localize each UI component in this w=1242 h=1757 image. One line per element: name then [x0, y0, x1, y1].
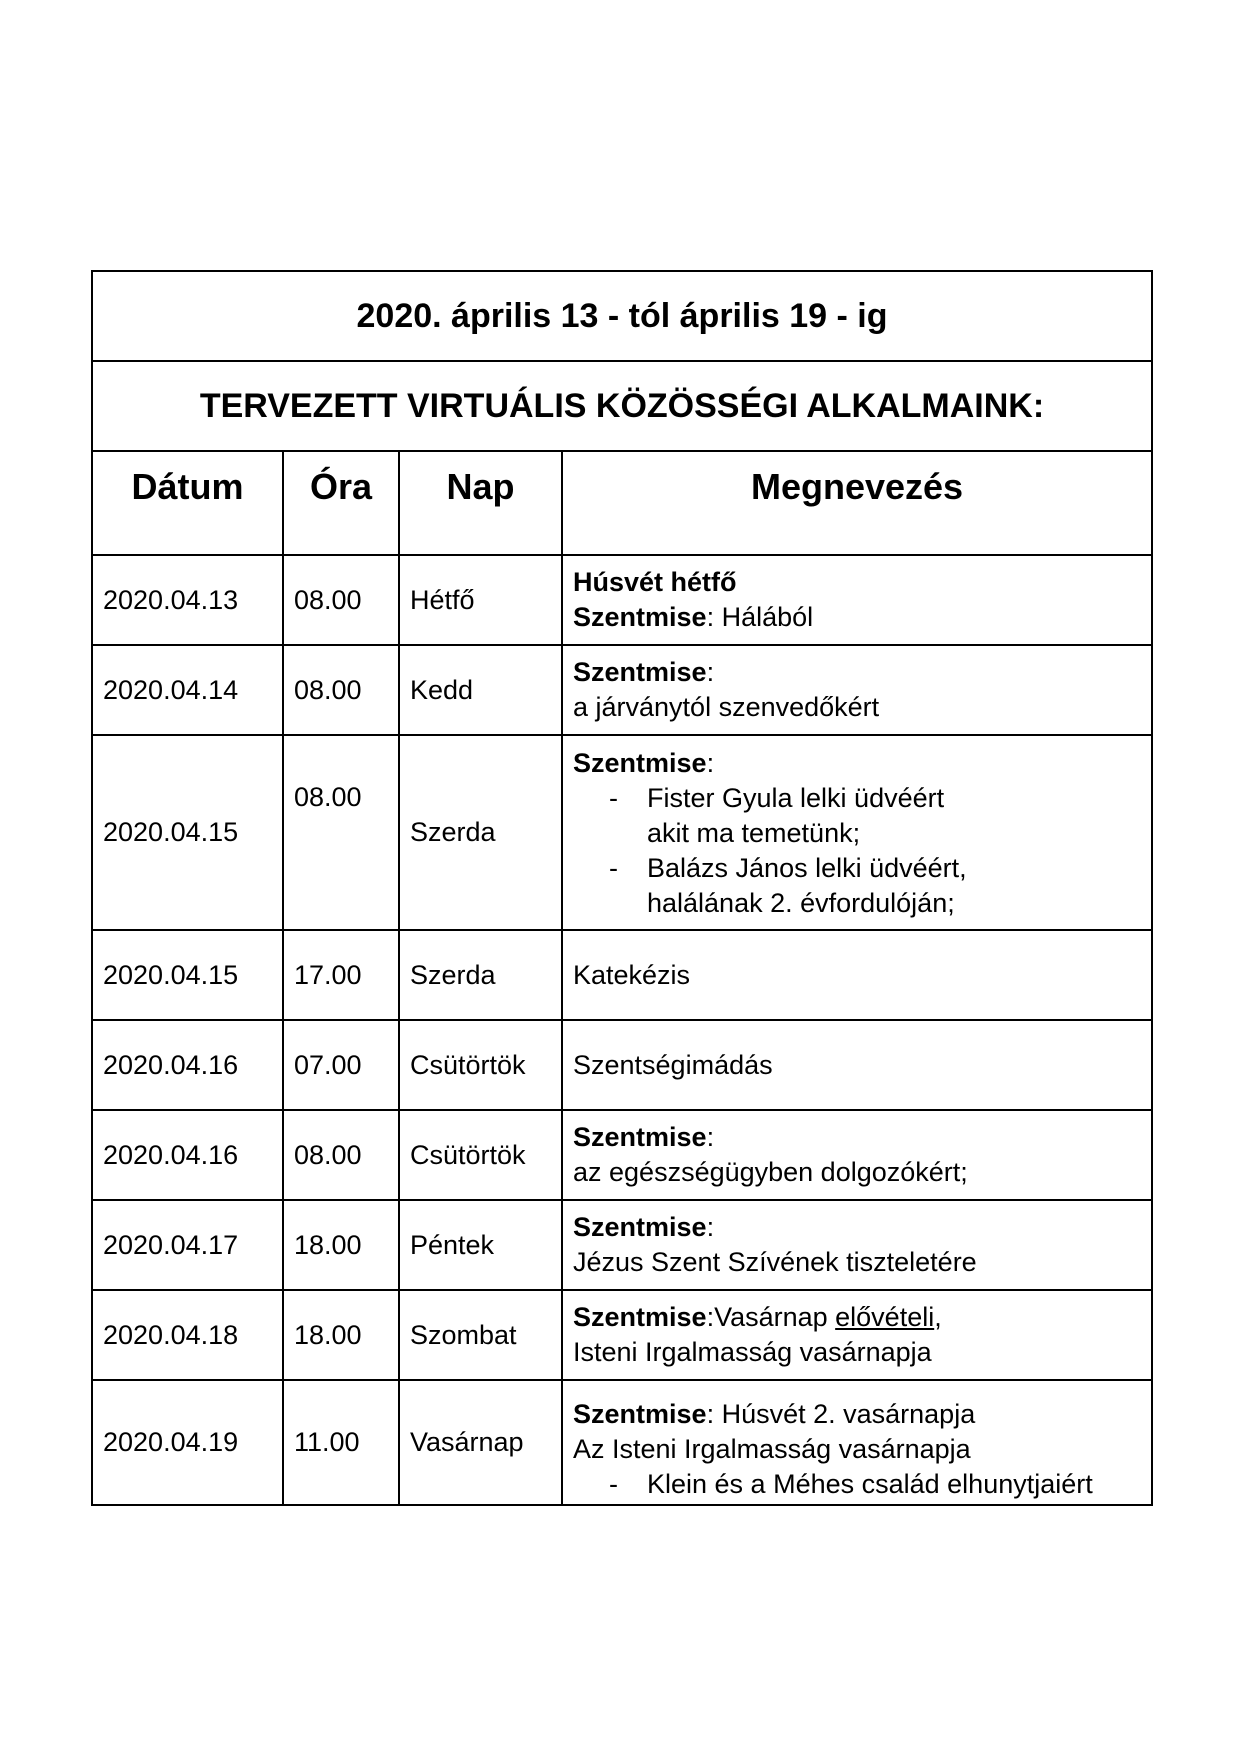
description-line [573, 600, 1145, 635]
dash-bullet-icon: - [609, 1469, 618, 1499]
time-cell: 08.00 [283, 735, 399, 930]
description-text: Az Isteni Irgalmasság vasárnapja [573, 1434, 971, 1464]
day-cell: Csütörtök [399, 1020, 562, 1110]
date-cell: 2020.04.15 [92, 930, 283, 1020]
mass-label: Szentmise [573, 1302, 707, 1332]
time-cell: 11.00 [283, 1380, 399, 1505]
date-cell: 2020.04.14 [92, 645, 283, 735]
table-row [92, 930, 1152, 1020]
table-row [92, 735, 1152, 930]
description-cell [562, 1110, 1152, 1200]
description-text: : Húsvét 2. vasárnapja [706, 1399, 976, 1429]
mass-label: Szentmise [573, 1212, 707, 1242]
day-cell: Szerda [399, 735, 562, 930]
header-date: Dátum [92, 451, 283, 555]
header-time: Óra [283, 451, 399, 555]
header-description: Megnevezés [562, 451, 1152, 555]
list-item-text: Klein és a Méhes család elhunytjaiért [647, 1469, 1093, 1499]
date-cell: 2020.04.17 [92, 1200, 283, 1290]
list-item [573, 1467, 1145, 1502]
time-cell: 18.00 [283, 1290, 399, 1380]
time-cell: 17.00 [283, 930, 399, 1020]
description-text: az egészségügyben dolgozókért; [573, 1157, 968, 1187]
time-cell: 07.00 [283, 1020, 399, 1110]
description-line [573, 1300, 1145, 1335]
description-text: Jézus Szent Szívének tiszteletére [573, 1247, 977, 1277]
list-item-text: halálának 2. évfordulóján; [647, 888, 955, 918]
description-cell [562, 1200, 1152, 1290]
date-cell: 2020.04.16 [92, 1110, 283, 1200]
table-row [92, 1290, 1152, 1380]
day-cell: Szerda [399, 930, 562, 1020]
subtitle-row [92, 361, 1152, 451]
description-comma: , [934, 1302, 942, 1332]
time-cell: 08.00 [283, 555, 399, 645]
description-cell [562, 735, 1152, 930]
description-cell [562, 645, 1152, 735]
time-cell: 08.00 [283, 645, 399, 735]
description-text: :Vasárnap [706, 1302, 836, 1332]
mass-label: Szentmise [573, 602, 707, 632]
description-cell [562, 555, 1152, 645]
list-item [573, 781, 1145, 851]
schedule-table [91, 270, 1153, 1506]
table-row [92, 1110, 1152, 1200]
mass-label: Szentmise [573, 1122, 707, 1152]
mass-label: Szentmise [573, 748, 707, 778]
mass-label: Szentmise [573, 1399, 707, 1429]
day-cell: Csütörtök [399, 1110, 562, 1200]
table-row [92, 1380, 1152, 1505]
description-line [573, 655, 1145, 690]
list-item-text: Balázs János lelki üdvéért, [647, 853, 967, 883]
description-text: : Hálából [706, 602, 814, 632]
description-text: a járványtól szenvedőkért [573, 692, 880, 722]
table-row [92, 555, 1152, 645]
list-item-text: Fister Gyula lelki üdvéért [647, 783, 945, 813]
list-item [573, 851, 1145, 921]
time-cell: 18.00 [283, 1200, 399, 1290]
day-cell: Kedd [399, 645, 562, 735]
dash-bullet-icon: - [609, 853, 618, 883]
date-cell: 2020.04.16 [92, 1020, 283, 1110]
header-row [92, 451, 1152, 555]
description-heading: Húsvét hétfő [573, 567, 737, 597]
date-cell: 2020.04.18 [92, 1290, 283, 1380]
description-line [573, 746, 1145, 781]
list-item-text: akit ma temetünk; [647, 818, 861, 848]
date-cell: 2020.04.19 [92, 1380, 283, 1505]
schedule-title: 2020. április 13 - tól április 19 - ig [92, 271, 1152, 361]
mass-label: Szentmise [573, 657, 707, 687]
time-cell: 08.00 [283, 1110, 399, 1200]
schedule-subtitle: TERVEZETT VIRTUÁLIS KÖZÖSSÉGI ALKALMAINK: [92, 361, 1152, 451]
description-line [573, 1397, 1145, 1432]
description-text: Isteni Irgalmasság vasárnapja [573, 1337, 932, 1367]
table-row [92, 645, 1152, 735]
table-row [92, 1200, 1152, 1290]
date-cell: 2020.04.13 [92, 555, 283, 645]
day-cell: Péntek [399, 1200, 562, 1290]
description-cell: Katekézis [562, 930, 1152, 1020]
day-cell: Szombat [399, 1290, 562, 1380]
description-colon: : [706, 748, 715, 778]
description-cell [562, 1290, 1152, 1380]
header-day: Nap [399, 451, 562, 555]
date-cell: 2020.04.15 [92, 735, 283, 930]
description-line [573, 1120, 1145, 1155]
title-row [92, 271, 1152, 361]
dash-bullet-icon: - [609, 783, 618, 813]
description-colon: : [706, 1122, 715, 1152]
description-cell: Szentségimádás [562, 1020, 1152, 1110]
day-cell: Vasárnap [399, 1380, 562, 1505]
underlined-text: elővételi [835, 1302, 935, 1332]
description-colon: : [706, 1212, 715, 1242]
description-colon: : [706, 657, 715, 687]
description-line [573, 1210, 1145, 1245]
day-cell: Hétfő [399, 555, 562, 645]
table-row [92, 1020, 1152, 1110]
description-cell [562, 1380, 1152, 1505]
